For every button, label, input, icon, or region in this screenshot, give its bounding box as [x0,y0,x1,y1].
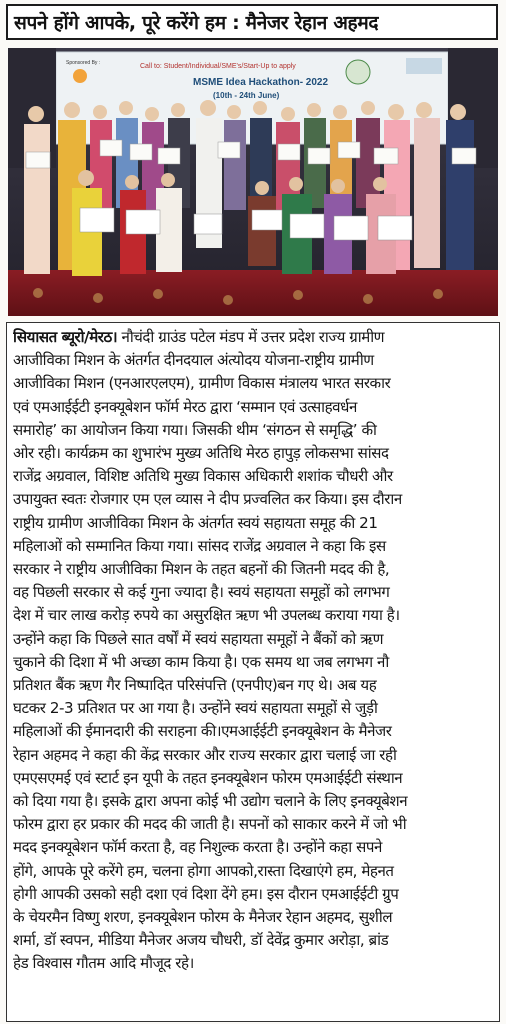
article-line-1: सियासत ब्यूरो/मेरठ। नौचंदी ग्राउंड पटेल मंडप में उत्तर प्रदेश राज्य ग्रामीण [13,328,385,346]
article-line: होंगे, आपके पूरे करेंगे हम, चलना होगा आपको,रास्ता दिखाएंगे हम, मेहनत [13,861,394,880]
logo-icon [346,60,370,84]
article-line: वह पिछली सरकार से कई गुना ज्यादा है। स्वयं सहायता समूहों को लगभग [13,583,390,602]
headline-box [6,4,498,40]
article-line: मदद इनक्यूबेशन फॉर्म करता है, वह निशुल्क करता है। उन्होंने कहा सपने [13,838,382,857]
article-line: राष्ट्रीय ग्रामीण आजीविका मिशन के अंतर्गत स्वयं सहायता समूह की 21 [13,513,378,532]
article-line: राजेंद्र अग्रवाल, विशिष्ट अतिथि मुख्य विकास अधिकारी शशांक चौधरी और [13,467,393,486]
banner-title: MSME Idea Hackathon- 2022 [193,77,329,88]
article-line: उन्होंने कहा कि पिछले सात वर्षों में स्वयं सहायता समूहों ने बैंकों को ऋण [13,629,384,648]
article-line: घटकर 2-3 प्रतिशत पर आ गया है। उन्होंने स्वयं सहायता समूहों से जुड़ी [13,699,378,718]
headline: सपने होंगे आपके, पूरे करेंगे हम : मैनेजर रेहान अहमद [14,12,379,34]
article-line: आजीविका मिशन के अंतर्गत दीनदयाल अंत्योदय योजना-राष्ट्रीय ग्रामीण [13,351,374,370]
partner-logo-icon [406,58,442,74]
article-body [6,322,500,1022]
article-line: हेड विश्वास गौतम आदि मौजूद रहे। [13,954,194,973]
article-line: चुकाने की दिशा में भी अच्छा काम किया है। एक समय था जब लगभग नौ [13,652,389,671]
article-line: महिलाओं की ईमानदारी की सराहना की।एमआईईटी इनक्यूबेशन के मैनेजर [13,722,392,741]
article-line: रेहान अहमद ने कहा की केंद्र सरकार और राज्य सरकार द्वारा चलाई जा रही [13,745,397,764]
banner-dates: (10th - 24th June) [213,91,280,100]
article-line: समारोह’ का आयोजन किया गया। जिसकी थीम ‘संगठन से समृद्धि’ की [13,420,377,439]
article-line: देश में चार लाख करोड़ रुपये का असुरक्षित ऋण भी उपलब्ध कराया गया है। [13,606,400,625]
dateline: सियासत ब्यूरो/मेरठ। [13,328,118,346]
emblem-icon [73,69,87,83]
article-line: आजीविका मिशन (एनआरएलएम), ग्रामीण विकास मंत्रालय भारत सरकार [13,374,391,393]
article-line: उपायुक्त स्वतः रोजगार एम एल व्यास ने दीप प्रज्वलित कर किया। इस दौरान [13,490,402,509]
sponsored-label: Sponsored By : [66,60,101,66]
article-line: प्रतिशत बैंक ऋण गैर निष्पादित परिसंपत्ति (एनपीए)बन गए थे। अब यह [13,676,377,695]
article-line: होगी आपकी उसको सही दशा एवं दिशा देंगे हम। इस दौरान एमआईईटी ग्रुप [13,884,399,903]
event-photo [8,48,498,316]
article-line: महिलाओं को सम्मानित किया गया। सांसद राजेंद्र अग्रवाल ने कहा कि इस [13,536,386,555]
article-line: को दिया गया है। इसके द्वारा अपना कोई भी उद्योग चलाने के लिए इनक्यूबेशन [13,792,408,811]
article-line: एवं एमआईईटी इनक्यूबेशन फॉर्म मेरठ द्वारा ‘सम्मान एवं उत्साहवर्धन [13,397,357,416]
article-line: के चेयरमैन विष्णु शरण, इनक्यूबेशन फोरम के मैनेजर रेहान अहमद, सुशील [13,908,393,927]
article-line: एमएसएमई एवं स्टार्ट इन यूपी के तहत इनक्यूबेशन फोरम एमआईईटी संस्थान [13,768,403,787]
article-line: सरकार ने राष्ट्रीय आजीविका मिशन के तहत बहनों की जितनी मदद की है, [13,560,390,579]
banner-top-line: Call to: Student/Individual/SME's/Start-Up to apply [140,63,296,70]
article-line: फोरम द्वारा हर प्रकार की मदद की जाती है। सपनों को साकार करने में जो भी [13,815,407,834]
article-line: शर्मा, डॉ स्वपन, मीडिया मैनेजर अजय चौधरी, डॉ देवेंद्र कुमार अरोड़ा, ब्रांड [13,931,389,950]
article-line: ओर रही। कार्यक्रम का शुभारंभ मुख्य अतिथि मेरठ हापुड़ लोकसभा सांसद [13,444,389,463]
